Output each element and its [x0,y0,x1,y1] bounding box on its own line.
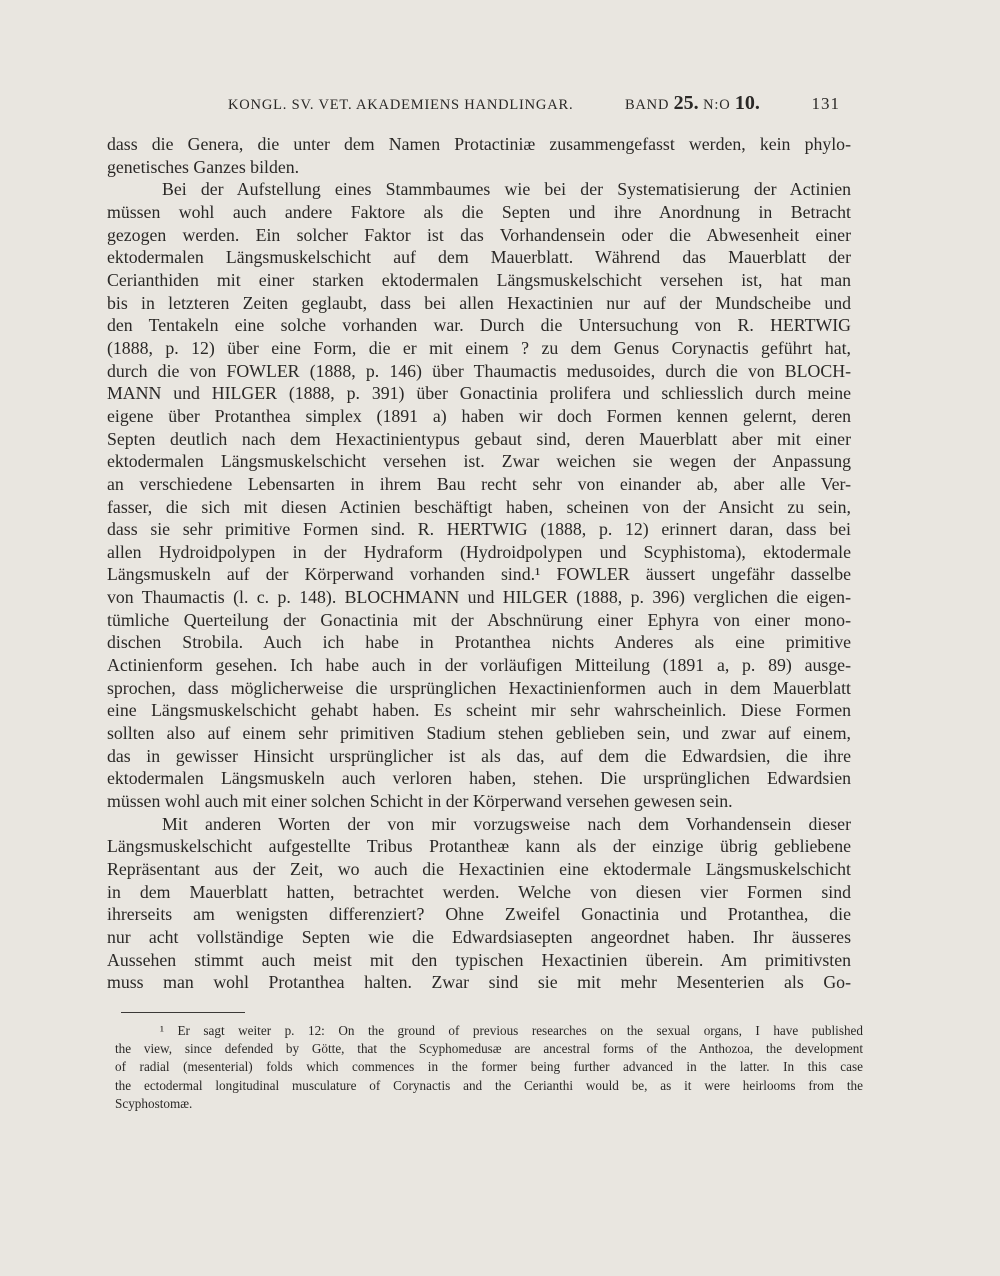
body-line: durch die von FOWLER (1888, p. 146) über Thaumactis medusoides, durch die von BLOCH- [107,360,851,381]
body-line: das in gewisser Hinsicht ursprünglicher ist als das, auf dem die Edwardsien, die ihre [107,745,851,766]
body-line: dischen Strobila. Auch ich habe in Protanthea nichts Anderes als eine primitive [107,632,851,653]
body-line: Actinienform gesehen. Ich habe auch in der vorläufigen Mitteilung (1891 a, p. 89) ausge- [107,655,851,676]
footnote-line: ¹ Er sagt weiter p. 12: On the ground of previous researches on the sexual organs, I have published [160,1023,863,1038]
body-line: genetisches Ganzes bilden. [107,156,300,177]
body-line: den Tentakeln eine solche vorhanden war. Durch die Untersuchung von R. HERTWIG [107,315,851,336]
footnote-line: the ectodermal longitudinal musculature of Corynactis and the Cerianthi would be, as it were heirlooms from the [115,1077,863,1093]
body-line: Längsmuskelschicht aufgestellte Tribus Protantheæ kann als der einzige übrig gebliebene [107,836,851,857]
body-line: MANN und HILGER (1888, p. 391) über Gonactinia prolifera und schliesslich durch meine [107,383,851,404]
body-line: von Thaumactis (l. c. p. 148). BLOCHMANN und HILGER (1888, p. 396) verglichen die eigen- [107,587,851,608]
page-number: 131 [811,94,840,113]
no-number: 10. [734,92,760,114]
body-line: bis in letzteren Zeiten geglaubt, dass bei allen Hexactinien nur auf der Mundscheibe und [107,292,851,313]
body-line: Cerianthiden mit einer starken ektodermalen Längsmuskelschicht versehen ist, hat man [107,269,851,290]
volume-info [625,92,760,115]
body-line: ektodermalen Längsmuskelschicht auf dem Mauerblatt. Während das Mauerblatt der [107,247,851,268]
body-line: müssen wohl auch mit einer solchen Schicht in der Körperwand versehen gewesen sein. [107,791,733,812]
body-line: müssen wohl auch andere Faktore als die Septen und ihre Anordnung in Betracht [107,201,851,222]
body-line: eine Längsmuskelschicht gehabt haben. Es scheint mir sehr wahrscheinlich. Diese Formen [107,700,851,721]
body-text [107,133,851,994]
body-line: tümliche Querteilung der Gonactinia mit der Abschnürung einer Ephyra von einer mono- [107,609,851,630]
body-line: gezogen werden. Ein solcher Faktor ist das Vorhandensein oder die Abwesenheit einer [107,224,851,245]
body-line: nur acht vollständige Septen wie die Edwardsiasepten angeordnet haben. Ihr äusseres [107,926,851,947]
body-line: sprochen, dass möglicherweise die ursprünglichen Hexactinienformen auch in dem Mauerblatt [107,677,851,698]
no-label: N:O [703,97,731,113]
body-line: allen Hydroidpolypen in der Hydraform (Hydroidpolypen und Scyphistoma), ektodermale [107,541,851,562]
body-line: an verschiedene Lebensarten in ihrem Bau recht sehr von einander ab, aber alle Ver- [107,473,851,494]
footnote-line: of radial (mesenterial) folds which commences in the former being further advanced in the latter. In this case [115,1059,863,1075]
body-line: fasser, die sich mit diesen Actinien beschäftigt haben, scheinen von der Ansicht zu sein, [107,496,851,517]
body-line: sollten also auf einem sehr primitiven Stadium stehen geblieben sein, und zwar auf einem, [107,723,851,744]
body-line: Längsmuskeln auf der Körperwand vorhanden sind.¹ FOWLER äussert ungefähr dasselbe [107,564,851,585]
footnote [115,1022,863,1113]
body-line: dass die Genera, die unter dem Namen Protactiniæ zusammengefasst werden, kein phylo- [107,134,851,154]
body-line: ihrerseits am wenigsten differenziert? Ohne Zweifel Gonactinia und Protanthea, die [107,904,851,925]
body-line: eigene über Protanthea simplex (1891 a) haben wir doch Formen kennen gelernt, deren [107,405,851,426]
body-line: dass sie sehr primitive Formen sind. R. HERTWIG (1888, p. 12) erinnert daran, dass bei [107,519,851,540]
body-line: ektodermalen Längsmuskeln auch verloren haben, stehen. Die ursprünglichen Edwardsien [107,768,851,789]
journal-title: KONGL. SV. VET. AKADEMIENS HANDLINGAR. [228,97,574,113]
footnote-rule [121,1012,245,1013]
footnote-line: the view, since defended by Götte, that the Scyphomedusæ are ancestral forms of the Anthozoa, the development [115,1041,863,1057]
body-line: Aussehen stimmt auch meist mit den typischen Hexactinien überein. Am primitivsten [107,949,851,970]
band-number: 25. [673,92,699,114]
body-line: muss man wohl Protanthea halten. Zwar sind sie mit mehr Mesenterien als Go- [107,972,851,993]
body-line: in dem Mauerblatt hatten, betrachtet werden. Welche von diesen vier Formen sind [107,881,851,902]
body-line: Mit anderen Worten der von mir vorzugsweise nach dem Vorhandensein dieser [162,813,851,834]
footnote-line: Scyphostomæ. [115,1095,193,1111]
body-line: (1888, p. 12) über eine Form, die er mit einem ? zu dem Genus Corynactis geführt hat, [107,337,851,358]
body-line: Septen deutlich nach dem Hexactinientypus gebaut sind, deren Mauerblatt aber mit einer [107,428,851,449]
running-header [228,92,840,115]
band-label: BAND [624,97,670,113]
body-line: ektodermalen Längsmuskelschicht versehen ist. Zwar weichen sie wegen der Anpassung [107,451,851,472]
body-line: Bei der Aufstellung eines Stammbaumes wie bei der Systematisierung der Actinien [162,179,851,200]
body-line: Repräsentant aus der Zeit, wo auch die Hexactinien eine ektodermale Längsmuskelschicht [107,859,851,879]
